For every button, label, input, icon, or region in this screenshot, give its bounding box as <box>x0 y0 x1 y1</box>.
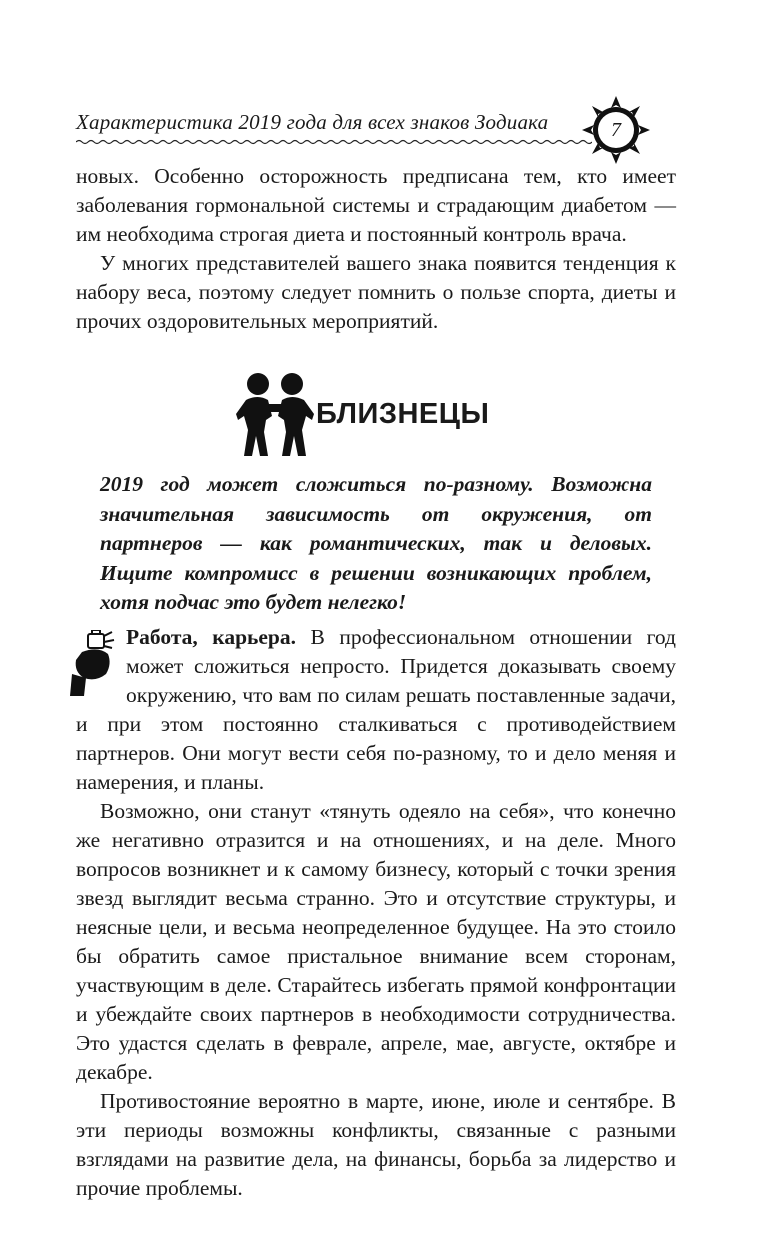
career-first-text: В профессиональном отношении год может сложиться непросто. Придется доказывать своему окружению, что вам по силам решать поставленные задачи, и при этом постоянно сталкиваться с противодействием партнеров. Они могут вести себя по-разному, то и дело меняя и намерения, и планы. <box>76 625 677 794</box>
running-header <box>76 102 676 162</box>
paragraph: Противостояние вероятно в марте, июне, июле и сентябре. В эти периоды возможны конфликты, связанные с разными взглядами на развитие дела, на финансы, борьба за лидерство и прочие проблемы. <box>76 1089 676 1200</box>
wavy-rule-divider <box>76 138 592 146</box>
section-lead: 2019 год может сложиться по-разному. Возможна значительная зависимость от окружения, от партнеров — как романтических, так и деловых. Ищите компромисс в решении возникающих проблем, хотя подчас это будет нелегко! <box>100 472 652 614</box>
paragraph: У многих представителей вашего знака появится тенденция к набору веса, поэтому следует помнить о пользе спорта, диеты и прочих оздоровительных мероприятий. <box>76 251 676 333</box>
paragraph <box>76 623 676 797</box>
career-section <box>76 623 676 1203</box>
gemini-twins-icon <box>236 370 314 460</box>
career-heading: Работа, карьера. <box>126 625 297 649</box>
paragraph: новых. Особенно осторожность предписана тем, кто имеет заболевания гормональной системы и страдающим диабетом — им необходима строгая диета и постоянный контроль врача. <box>76 164 676 246</box>
intro-text <box>76 162 676 336</box>
paragraph: Возможно, они станут «тянуть одеяло на себя», что конечно же негативно отразится и на отношениях, и на деле. Много вопросов возникнет и к самому бизнесу, который с точки зрения звезд выглядит весьма странно. Это и отсутствие структуры, и неясные цели, и весьма неопределенное будущее. На это стоило бы обратить самое пристальное внимание всем сторонам, участвующим в деле. Старайтесь избегать прямой конфронтации и убеждайте своих партнеров в необходимости сотрудничества. Это удастся сделать в феврале, апреле, мае, августе, октябре и декабре. <box>76 799 676 1084</box>
section-header-gemini <box>236 370 536 460</box>
running-title: Характеристика 2019 года для всех знаков Зодиака <box>76 110 549 134</box>
page-number: 7 <box>611 119 621 141</box>
sun-emblem-icon <box>580 94 652 166</box>
section-title: БЛИЗНЕЦЫ <box>316 398 490 430</box>
